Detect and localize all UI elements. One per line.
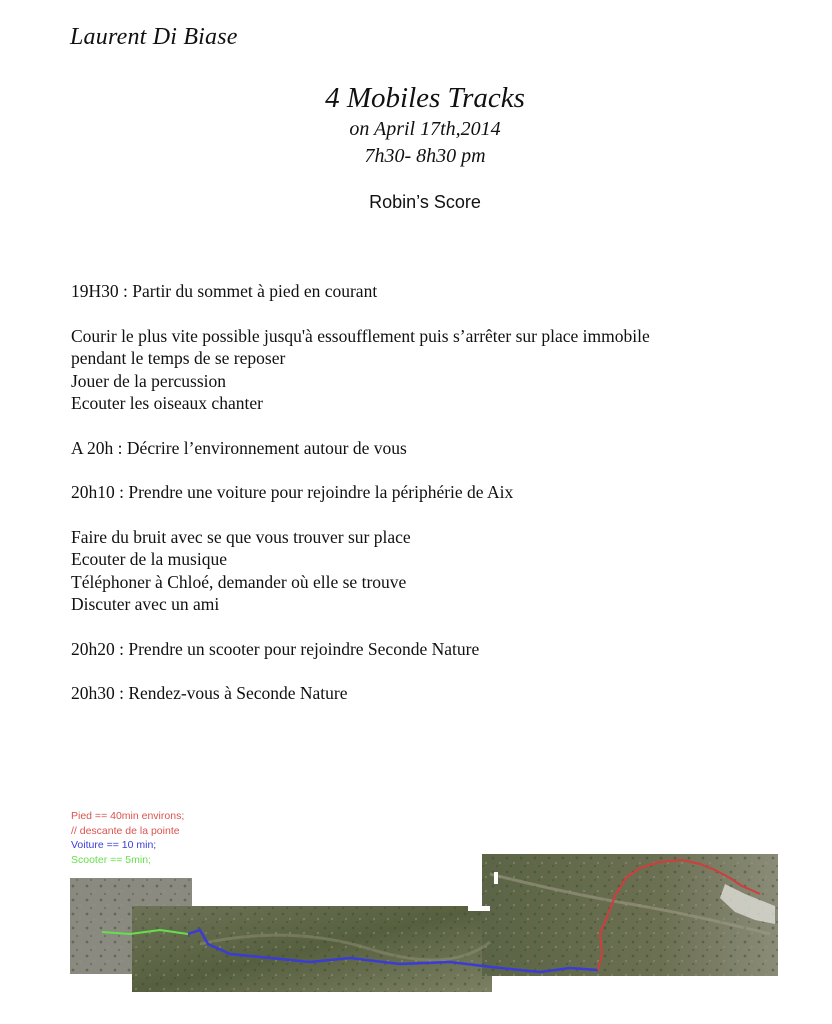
score-line: Ecouter de la musique xyxy=(71,549,227,569)
score-line: pendant le temps de se reposer xyxy=(71,348,286,368)
score-line: Jouer de la percussion xyxy=(71,370,227,391)
score-line: 20h30 : Rendez-vous à Seconde Nature xyxy=(71,683,348,703)
legend-pied: Pied == 40min environs; xyxy=(71,810,185,822)
document-title: 4 Mobiles Tracks xyxy=(325,82,525,114)
score-line: Ecouter les oiseaux chanter xyxy=(71,393,263,413)
event-date: on April 17th,2014 xyxy=(349,118,501,140)
score-line: 20h10 : Prendre une voiture pour rejoindre la périphérie de Aix xyxy=(71,482,514,502)
score-instructions xyxy=(71,280,791,705)
score-line: A 20h : Décrire l’environnement autour de vous xyxy=(71,437,407,458)
score-line: Discuter avec un ami xyxy=(71,594,220,614)
score-line: 20h20 : Prendre un scooter pour rejoindre Seconde Nature xyxy=(71,638,480,659)
score-line: Courir le plus vite possible jusqu'à essoufflement puis s’arrêter sur place immobile xyxy=(71,325,650,346)
score-line: Faire du bruit avec se que vous trouver sur place xyxy=(71,526,411,547)
score-line: Téléphoner à Chloé, demander où elle se trouve xyxy=(71,571,407,592)
author-name: Laurent Di Biase xyxy=(70,24,238,50)
event-time: 7h30- 8h30 pm xyxy=(364,145,486,167)
satellite-map-image xyxy=(70,854,780,994)
route-map xyxy=(70,854,780,994)
score-line: 19H30 : Partir du sommet à pied en courant xyxy=(71,281,378,301)
legend-descente: // descante de la pointe xyxy=(71,824,180,837)
legend-scooter: Scooter == 5min; xyxy=(71,853,151,866)
legend-voiture: Voiture == 10 min; xyxy=(71,839,157,851)
score-heading: Robin’s Score xyxy=(369,192,481,212)
